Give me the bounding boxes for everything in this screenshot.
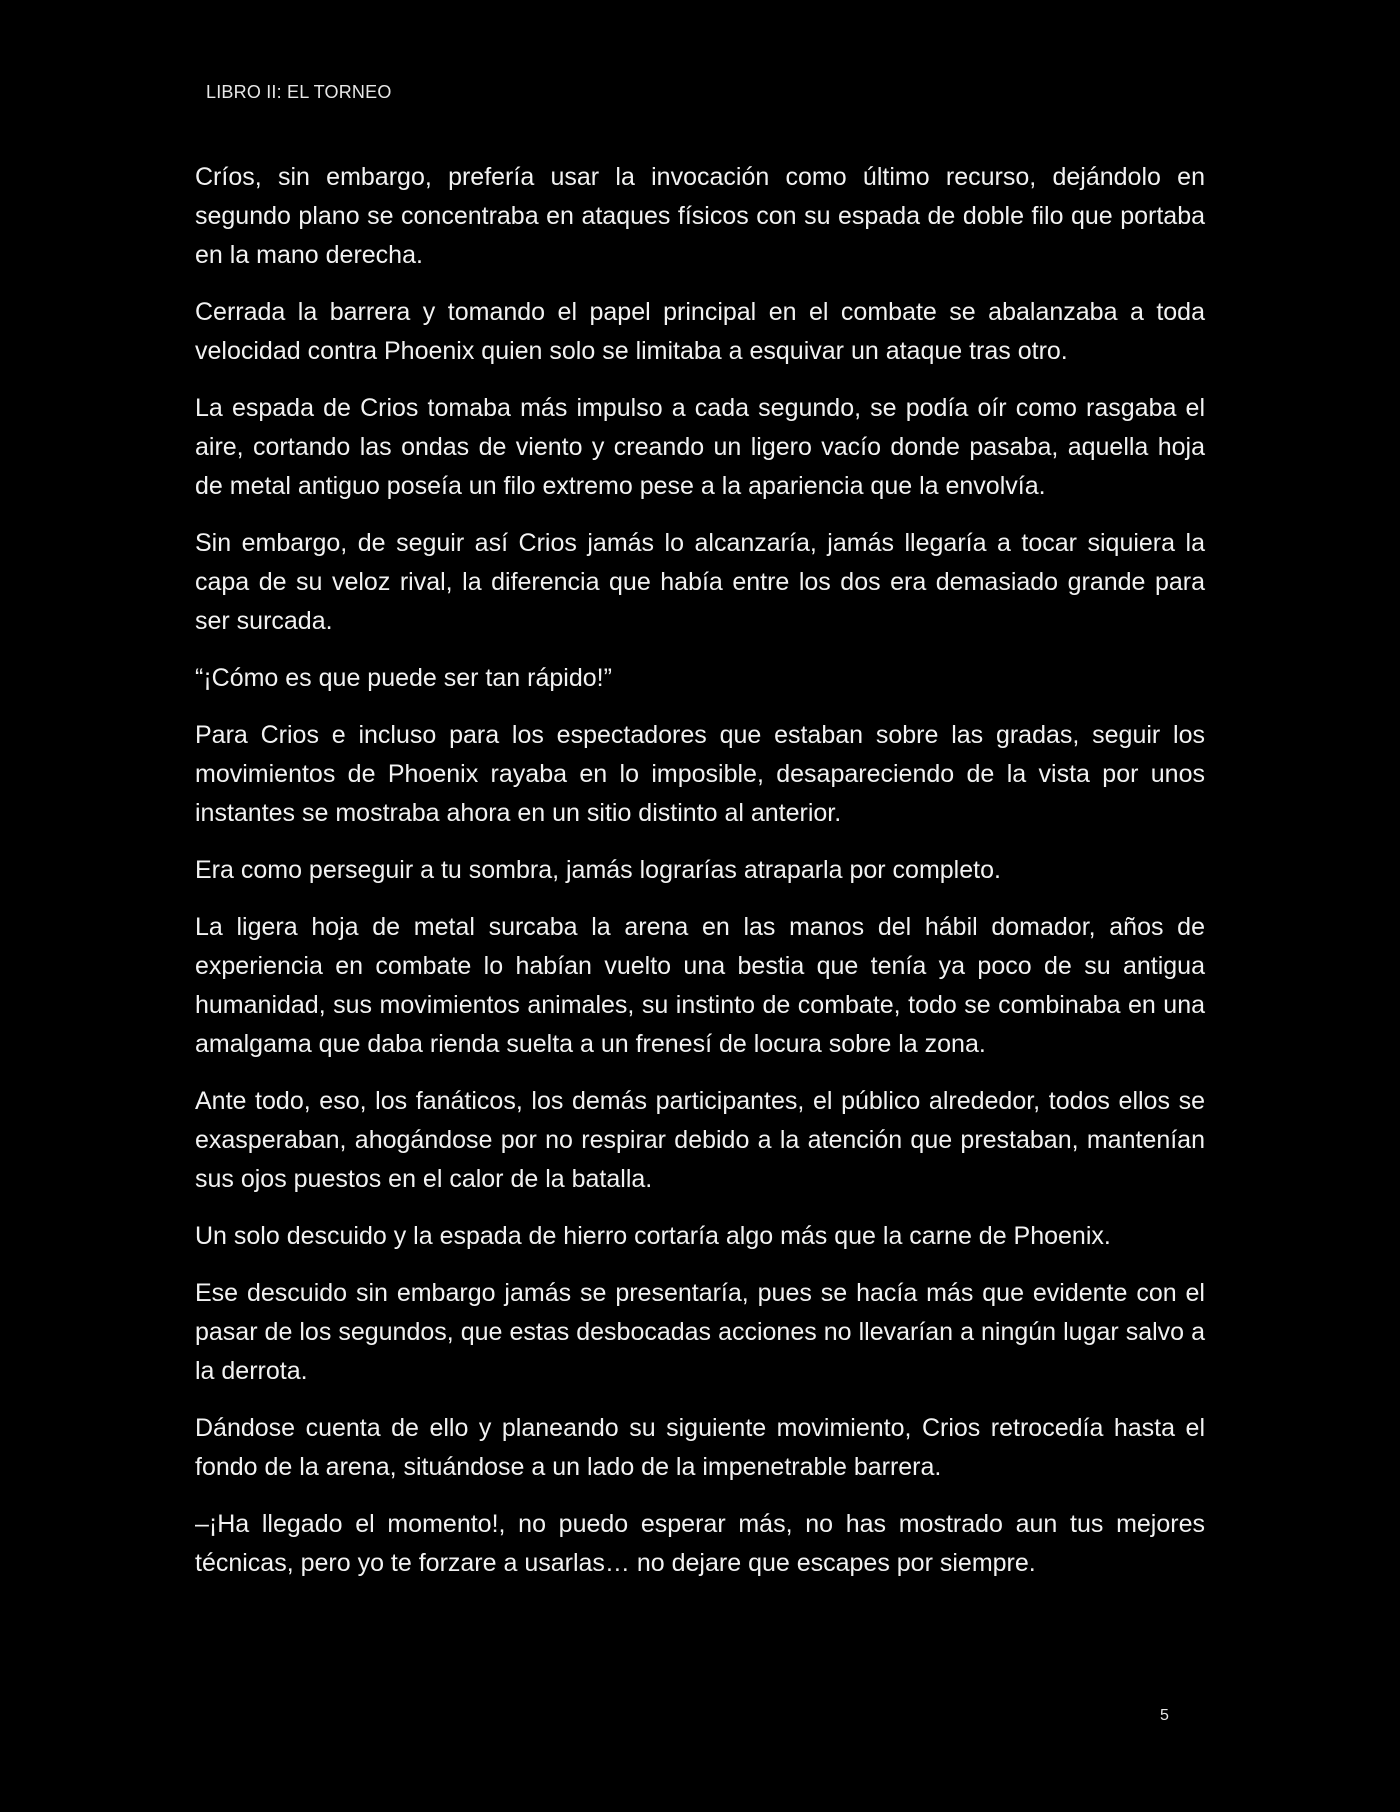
paragraph: La espada de Crios tomaba más impulso a cada segundo, se podía oír como rasgaba el aire, cortando las ondas de viento y creando un ligero vacío donde pasaba, aquella hoja de metal antiguo poseía un filo extremo pese a la apariencia que la envolvía. xyxy=(195,394,1205,500)
paragraph: Ante todo, eso, los fanáticos, los demás participantes, el público alrededor, todos ellos se exasperaban, ahogándose por no respirar debido a la atención que prestaban, mantenían sus ojos puestos en el calor de la batalla. xyxy=(195,1087,1205,1193)
paragraph: “¡Cómo es que puede ser tan rápido!” xyxy=(195,664,612,692)
paragraph: Críos, sin embargo, prefería usar la invocación como último recurso, dejándolo en segundo plano se concentraba en ataques físicos con su espada de doble filo que portaba en la mano derecha. xyxy=(195,163,1205,269)
paragraph: –¡Ha llegado el momento!, no puedo esperar más, no has mostrado aun tus mejores técnicas, pero yo te forzare a usarlas… no dejare que escapes por siempre. xyxy=(195,1510,1205,1577)
body-text xyxy=(195,158,1205,1601)
paragraph: La ligera hoja de metal surcaba la arena en las manos del hábil domador, años de experiencia en combate lo habían vuelto una bestia que tenía ya poco de su antigua humanidad, sus movimientos animales, su instinto de combate, todo se combinaba en una amalgama que daba rienda suelta a un frenesí de locura sobre la zona. xyxy=(195,913,1205,1058)
paragraph: Para Crios e incluso para los espectadores que estaban sobre las gradas, seguir los movimientos de Phoenix rayaba en lo imposible, desapareciendo de la vista por unos instantes se mostraba ahora en un sitio distinto al anterior. xyxy=(195,721,1205,827)
paragraph: Era como perseguir a tu sombra, jamás lograrías atraparla por completo. xyxy=(195,856,1001,884)
paragraph: Cerrada la barrera y tomando el papel principal en el combate se abalanzaba a toda velocidad contra Phoenix quien solo se limitaba a esquivar un ataque tras otro. xyxy=(195,298,1205,365)
running-header: LIBRO II: EL TORNEO xyxy=(206,82,392,102)
page-number: 5 xyxy=(1160,1707,1169,1724)
paragraph: Dándose cuenta de ello y planeando su siguiente movimiento, Crios retrocedía hasta el fondo de la arena, situándose a un lado de la impenetrable barrera. xyxy=(195,1414,1205,1481)
paragraph: Sin embargo, de seguir así Crios jamás lo alcanzaría, jamás llegaría a tocar siquiera la capa de su veloz rival, la diferencia que había entre los dos era demasiado grande para ser surcada. xyxy=(195,529,1205,635)
paragraph: Un solo descuido y la espada de hierro cortaría algo más que la carne de Phoenix. xyxy=(195,1222,1111,1250)
paragraph: Ese descuido sin embargo jamás se presentaría, pues se hacía más que evidente con el pasar de los segundos, que estas desbocadas acciones no llevarían a ningún lugar salvo a la derrota. xyxy=(195,1279,1205,1385)
